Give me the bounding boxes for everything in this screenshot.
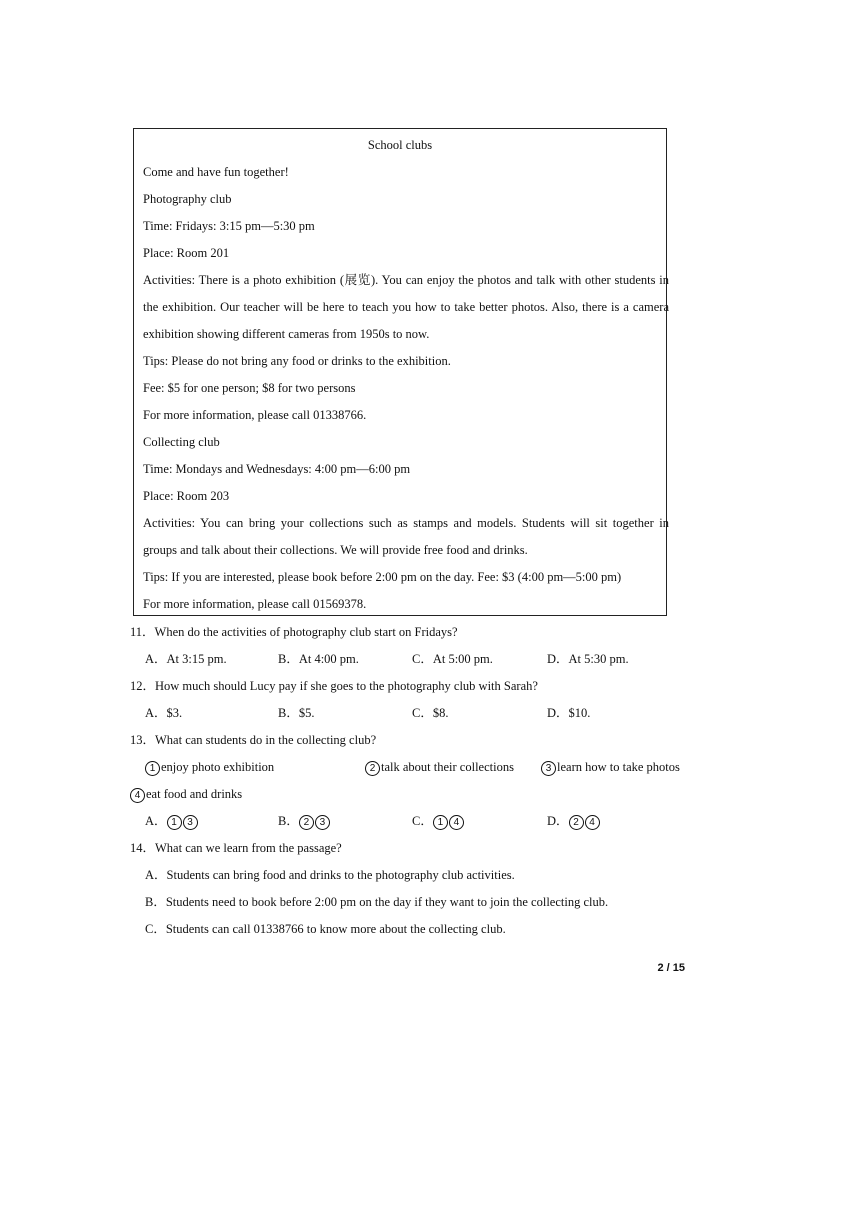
- circled-number-1: 1: [433, 815, 448, 830]
- question-13-item-3: [541, 759, 680, 776]
- circled-number-3: 3: [315, 815, 330, 830]
- passage-intro: Come and have fun together!: [143, 165, 289, 179]
- question-11-option-b: B．At 4:00 pm.: [278, 652, 359, 666]
- question-13-option-b: [278, 813, 331, 830]
- photo-club-place: Place: Room 201: [143, 246, 230, 260]
- question-13-option-c: [412, 813, 465, 830]
- question-13-option-d-label: D．: [547, 814, 569, 828]
- question-12-option-a: A．$3.: [145, 706, 183, 720]
- circled-number-4: 4: [130, 788, 145, 803]
- photo-club-name: Photography club: [143, 192, 232, 206]
- question-13-option-a-label: A．: [145, 814, 167, 828]
- circled-number-2: 2: [365, 761, 380, 776]
- question-13-item-3-text: learn how to take photos: [557, 760, 680, 774]
- question-13-item-2: [365, 759, 514, 776]
- collect-club-tips: Tips: If you are interested, please book before 2:00 pm on the day. Fee: $3 (4:00 pm—5:00 pm): [143, 570, 622, 584]
- question-11-option-a: A．At 3:15 pm.: [145, 652, 227, 666]
- question-13-option-d: [547, 813, 601, 830]
- circled-number-2: 2: [569, 815, 584, 830]
- photo-club-activities-line2: the exhibition. Our teacher will be here to teach you how to take better photos. Also, there is a camera: [143, 300, 669, 314]
- question-12-option-d: D．$10.: [547, 706, 591, 720]
- question-14-stem: 14．What can we learn from the passage?: [130, 841, 342, 855]
- question-13-option-a: [145, 813, 199, 830]
- photo-club-activities-line1: Activities: There is a photo exhibition (展览). You can enjoy the photos and talk with other students in: [143, 273, 669, 287]
- question-13-item-4-text: eat food and drinks: [146, 787, 243, 801]
- photo-club-time: Time: Fridays: 3:15 pm—5:30 pm: [143, 219, 315, 233]
- question-13-option-c-label: C．: [412, 814, 433, 828]
- question-14-option-a: A．Students can bring food and drinks to the photography club activities.: [145, 868, 515, 882]
- passage-title: School clubs: [367, 138, 433, 152]
- question-12-option-b: B．$5.: [278, 706, 315, 720]
- question-13-stem: 13．What can students do in the collecting club?: [130, 733, 377, 747]
- collect-club-activities-line2: groups and talk about their collections. We will provide free food and drinks.: [143, 543, 528, 557]
- page-number: 2 / 15: [657, 962, 685, 974]
- photo-club-info: For more information, please call 01338766.: [143, 408, 367, 422]
- circled-number-4: 4: [449, 815, 464, 830]
- question-12-option-c: C．$8.: [412, 706, 449, 720]
- collect-club-activities-line1: Activities: You can bring your collections such as stamps and models. Students will sit together in: [143, 516, 669, 530]
- collect-club-place: Place: Room 203: [143, 489, 230, 503]
- question-14-option-c: C．Students can call 01338766 to know more about the collecting club.: [145, 922, 506, 936]
- passage-box: [133, 128, 667, 616]
- collect-club-info: For more information, please call 01569378.: [143, 597, 367, 611]
- circled-number-2: 2: [299, 815, 314, 830]
- question-13-item-1-text: enjoy photo exhibition: [161, 760, 275, 774]
- question-13-item-2-text: talk about their collections: [381, 760, 514, 774]
- question-13-item-4: [130, 786, 242, 803]
- question-11-stem: 11．When do the activities of photography club start on Fridays?: [130, 625, 458, 639]
- photo-club-fee: Fee: $5 for one person; $8 for two persons: [143, 381, 356, 395]
- photo-club-activities-line3: exhibition showing different cameras from 1950s to now.: [143, 327, 430, 341]
- question-14-option-b: B．Students need to book before 2:00 pm on the day if they want to join the collecting club.: [145, 895, 609, 909]
- collect-club-time: Time: Mondays and Wednesdays: 4:00 pm—6:00 pm: [143, 462, 411, 476]
- question-11-option-d: D．At 5:30 pm.: [547, 652, 629, 666]
- collect-club-name: Collecting club: [143, 435, 220, 449]
- photo-club-tips: Tips: Please do not bring any food or drinks to the exhibition.: [143, 354, 451, 368]
- circled-number-1: 1: [167, 815, 182, 830]
- question-12-stem: 12．How much should Lucy pay if she goes to the photography club with Sarah?: [130, 679, 538, 693]
- circled-number-3: 3: [541, 761, 556, 776]
- question-13-option-b-label: B．: [278, 814, 299, 828]
- question-11-option-c: C．At 5:00 pm.: [412, 652, 493, 666]
- circled-number-1: 1: [145, 761, 160, 776]
- circled-number-4: 4: [585, 815, 600, 830]
- question-13-item-1: [145, 759, 274, 776]
- circled-number-3: 3: [183, 815, 198, 830]
